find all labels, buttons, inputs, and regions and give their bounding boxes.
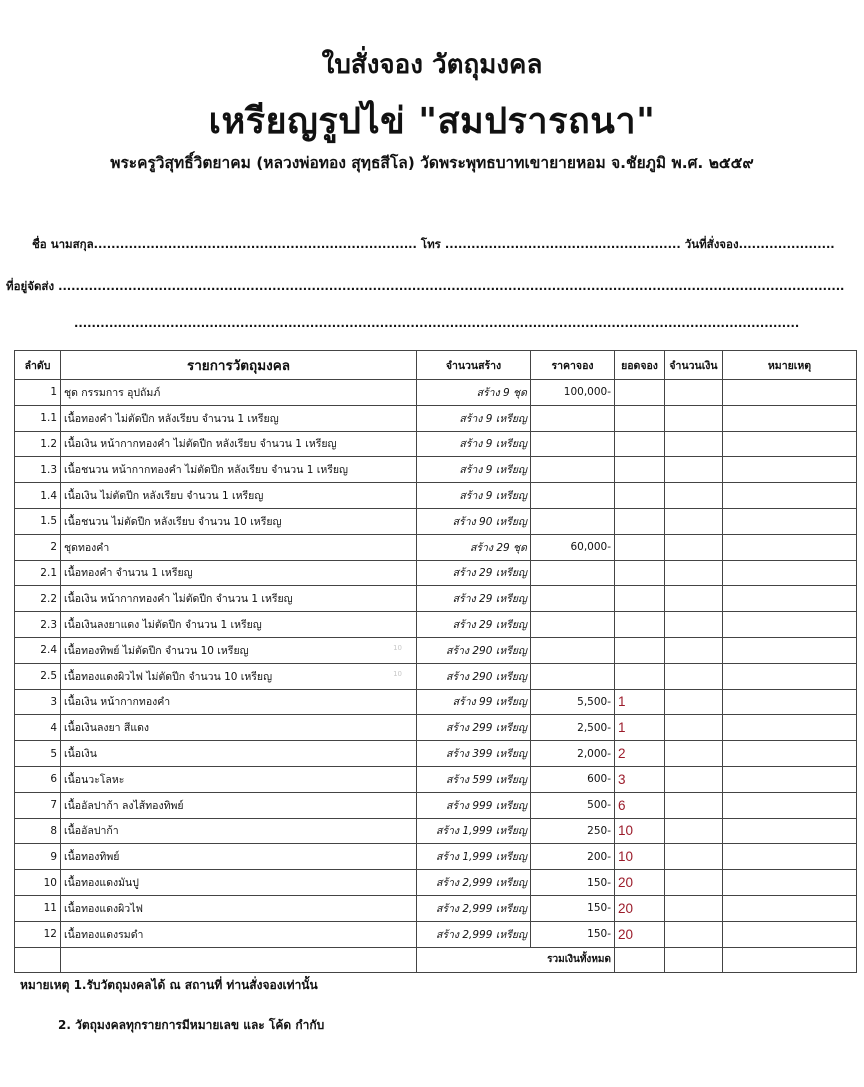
row-quantity-text: สร้าง 29 ชุด xyxy=(469,541,527,554)
row-number-text: 1.1 xyxy=(40,412,57,425)
row-item-text: เนื้อเงิน หน้ากากทองคำ xyxy=(64,696,171,709)
row-number-text: 5 xyxy=(50,747,57,760)
row-order-count[interactable] xyxy=(615,689,665,715)
row-item xyxy=(61,380,417,406)
row-number xyxy=(15,405,61,431)
row-quantity-text: สร้าง 29 เหรียญ xyxy=(452,619,527,632)
row-item-mark: 10 xyxy=(393,669,402,678)
row-price xyxy=(531,457,615,483)
row-amount[interactable] xyxy=(665,405,723,431)
row-item-text: เนื้อเงิน หน้ากากทองคำ ไม่ตัดปีก จำนวน 1 เหรียญ xyxy=(64,593,293,606)
col-header-price: ราคาจอง xyxy=(531,351,615,380)
row-number-text: 2.4 xyxy=(40,644,57,657)
total-amount-cell[interactable] xyxy=(665,947,723,973)
row-item-text: เนื้อนวะโลหะ xyxy=(64,773,125,786)
table-row xyxy=(15,483,857,509)
row-item xyxy=(61,457,417,483)
total-row xyxy=(15,947,857,973)
table-header-row xyxy=(15,351,857,380)
row-item-text: เนื้อทองแดงผิวไฟ xyxy=(64,902,143,915)
row-quantity xyxy=(417,844,531,870)
row-quantity-text: สร้าง 90 เหรียญ xyxy=(452,515,527,528)
row-quantity-text: สร้าง 290 เหรียญ xyxy=(445,670,527,683)
row-item xyxy=(61,405,417,431)
row-order-count[interactable] xyxy=(615,792,665,818)
row-item-text: เนื้อเงินลงยา สีแดง xyxy=(64,722,150,735)
row-price-text: 200- xyxy=(587,850,611,863)
row-price xyxy=(531,637,615,663)
row-order-count-text: 3 xyxy=(618,771,626,787)
row-note[interactable] xyxy=(723,818,857,844)
row-amount[interactable] xyxy=(665,689,723,715)
row-number-text: 9 xyxy=(50,850,57,863)
row-number xyxy=(15,560,61,586)
row-price xyxy=(531,792,615,818)
row-number xyxy=(15,818,61,844)
table-row xyxy=(15,766,857,792)
row-price xyxy=(531,405,615,431)
total-blank-item xyxy=(61,947,417,973)
row-quantity-text: สร้าง 9 เหรียญ xyxy=(459,412,527,425)
table-row xyxy=(15,612,857,638)
row-order-count[interactable] xyxy=(615,508,665,534)
row-note[interactable] xyxy=(723,921,857,947)
row-price xyxy=(531,586,615,612)
row-amount[interactable] xyxy=(665,895,723,921)
row-amount[interactable] xyxy=(665,483,723,509)
row-item-text: เนื้อทองแดงผิวไฟ ไม่ตัดปีก จำนวน 10 เหรียญ xyxy=(64,670,273,683)
row-amount[interactable] xyxy=(665,380,723,406)
row-number xyxy=(15,534,61,560)
row-amount[interactable] xyxy=(665,457,723,483)
row-number-text: 1.4 xyxy=(40,489,57,502)
row-amount[interactable] xyxy=(665,844,723,870)
row-note[interactable] xyxy=(723,457,857,483)
table-row xyxy=(15,405,857,431)
row-quantity-text: สร้าง 9 เหรียญ xyxy=(459,464,527,477)
row-price xyxy=(531,870,615,896)
row-quantity xyxy=(417,921,531,947)
row-order-count[interactable] xyxy=(615,612,665,638)
row-quantity-text: สร้าง 99 เหรียญ xyxy=(452,696,527,709)
row-price xyxy=(531,508,615,534)
row-item xyxy=(61,431,417,457)
row-order-count[interactable] xyxy=(615,483,665,509)
total-label: รวมเงินทั้งหมด xyxy=(417,947,615,973)
row-order-count[interactable] xyxy=(615,895,665,921)
row-quantity-text: สร้าง 29 เหรียญ xyxy=(452,593,527,606)
row-quantity-text: สร้าง 399 เหรียญ xyxy=(445,748,527,761)
row-order-count[interactable] xyxy=(615,560,665,586)
row-item xyxy=(61,766,417,792)
row-order-count-text: 6 xyxy=(618,797,626,813)
col-header-amount: จำนวนเงิน xyxy=(665,351,723,380)
row-item xyxy=(61,560,417,586)
row-number xyxy=(15,457,61,483)
row-order-count[interactable] xyxy=(615,380,665,406)
row-note[interactable] xyxy=(723,766,857,792)
row-number xyxy=(15,586,61,612)
row-order-count[interactable] xyxy=(615,766,665,792)
table-row xyxy=(15,895,857,921)
row-number xyxy=(15,380,61,406)
row-number-text: 2 xyxy=(50,541,57,554)
row-note[interactable] xyxy=(723,380,857,406)
row-amount[interactable] xyxy=(665,921,723,947)
row-number xyxy=(15,612,61,638)
row-quantity xyxy=(417,457,531,483)
row-order-count[interactable] xyxy=(615,715,665,741)
row-quantity xyxy=(417,431,531,457)
row-quantity xyxy=(417,637,531,663)
table-row xyxy=(15,844,857,870)
row-item xyxy=(61,663,417,689)
row-item-text: เนื้อทองทิพย์ ไม่ตัดปีก จำนวน 10 เหรียญ xyxy=(64,644,249,657)
row-order-count[interactable] xyxy=(615,457,665,483)
row-price xyxy=(531,483,615,509)
row-item xyxy=(61,921,417,947)
row-item-text: ชุดทองคำ xyxy=(64,541,110,554)
row-order-count-text: 10 xyxy=(618,823,634,839)
total-order-cell[interactable] xyxy=(615,947,665,973)
row-quantity xyxy=(417,689,531,715)
row-item xyxy=(61,483,417,509)
row-order-count[interactable] xyxy=(615,741,665,767)
row-quantity-text: สร้าง 2,999 เหรียญ xyxy=(435,877,527,890)
row-item-text: เนื้อเงินลงยาแดง ไม่ตัดปีก จำนวน 1 เหรียญ xyxy=(64,619,262,632)
address-line[interactable]: ที่อยู่จัดส่ง .................................................................................................................................................................................... xyxy=(6,279,845,293)
row-quantity-text: สร้าง 1,999 เหรียญ xyxy=(435,851,527,864)
row-amount[interactable] xyxy=(665,586,723,612)
row-amount[interactable] xyxy=(665,715,723,741)
row-price-text: 500- xyxy=(587,799,611,812)
row-price-text: 150- xyxy=(587,902,611,915)
row-note[interactable] xyxy=(723,508,857,534)
row-price-text: 5,500- xyxy=(577,695,611,708)
row-order-count[interactable] xyxy=(615,534,665,560)
row-quantity xyxy=(417,405,531,431)
row-amount[interactable] xyxy=(665,508,723,534)
row-price xyxy=(531,766,615,792)
row-quantity xyxy=(417,741,531,767)
row-note[interactable] xyxy=(723,663,857,689)
row-item xyxy=(61,870,417,896)
row-quantity-text: สร้าง 9 เหรียญ xyxy=(459,490,527,503)
header-subtitle: พระครูวิสุทธิ์วิตยาคม (หลวงพ่อทอง สุทฺธสีโล) วัดพระพุทธบาทเขายายหอม จ.ชัยภูมิ พ.ศ. ๒๕๕๙ xyxy=(110,154,754,172)
row-number xyxy=(15,895,61,921)
row-amount[interactable] xyxy=(665,612,723,638)
row-item xyxy=(61,844,417,870)
row-item-text: เนื้อเงิน xyxy=(64,748,97,761)
row-note[interactable] xyxy=(723,586,857,612)
row-price-text: 2,000- xyxy=(577,747,611,760)
row-item-text: เนื้อทองคำ จำนวน 1 เหรียญ xyxy=(64,567,193,580)
row-number-text: 7 xyxy=(50,799,57,812)
total-note-cell[interactable] xyxy=(723,947,857,973)
row-price xyxy=(531,844,615,870)
row-order-count[interactable] xyxy=(615,921,665,947)
total-blank-no xyxy=(15,947,61,973)
row-number-text: 10 xyxy=(43,876,57,889)
row-number xyxy=(15,844,61,870)
row-order-count[interactable] xyxy=(615,818,665,844)
row-quantity xyxy=(417,483,531,509)
row-note[interactable] xyxy=(723,483,857,509)
row-order-count-text: 20 xyxy=(618,926,634,942)
row-number xyxy=(15,766,61,792)
table-row xyxy=(15,715,857,741)
row-item-text: เนื้อเงิน หน้ากากทองคำ ไม่ตัดปีก หลังเรียบ จำนวน 1 เหรียญ xyxy=(64,438,337,451)
row-number-text: 2.1 xyxy=(40,566,57,579)
row-item xyxy=(61,818,417,844)
row-note[interactable] xyxy=(723,612,857,638)
col-header-qty: จำนวนสร้าง xyxy=(417,351,531,380)
table-row xyxy=(15,457,857,483)
row-price xyxy=(531,431,615,457)
row-order-count[interactable] xyxy=(615,870,665,896)
row-price xyxy=(531,560,615,586)
row-amount[interactable] xyxy=(665,560,723,586)
row-price-text: 600- xyxy=(587,773,611,786)
row-quantity xyxy=(417,508,531,534)
row-amount[interactable] xyxy=(665,818,723,844)
row-number xyxy=(15,921,61,947)
row-item xyxy=(61,612,417,638)
row-price-text: 2,500- xyxy=(577,721,611,734)
table-row xyxy=(15,921,857,947)
row-note[interactable] xyxy=(723,844,857,870)
row-number xyxy=(15,715,61,741)
row-number-text: 1.2 xyxy=(40,437,57,450)
row-item-text: เนื้อทองแดงรมดำ xyxy=(64,928,144,941)
row-item-text: เนื้ออัลปาก้า xyxy=(64,825,119,838)
row-item xyxy=(61,689,417,715)
row-price xyxy=(531,663,615,689)
row-number-text: 12 xyxy=(43,928,57,941)
row-quantity xyxy=(417,380,531,406)
row-quantity-text: สร้าง 9 ชุด xyxy=(476,386,527,399)
row-item xyxy=(61,637,417,663)
row-number-text: 8 xyxy=(50,824,57,837)
row-number-text: 2.2 xyxy=(40,592,57,605)
row-number-text: 2.3 xyxy=(40,618,57,631)
row-price-text: 150- xyxy=(587,876,611,889)
row-price-text: 250- xyxy=(587,824,611,837)
table-row xyxy=(15,380,857,406)
table-row xyxy=(15,637,857,663)
row-order-count[interactable] xyxy=(615,844,665,870)
row-quantity xyxy=(417,534,531,560)
row-number-text: 1.3 xyxy=(40,463,57,476)
row-order-count-text: 20 xyxy=(618,875,634,891)
row-quantity-text: สร้าง 29 เหรียญ xyxy=(452,567,527,580)
row-quantity xyxy=(417,560,531,586)
table-row xyxy=(15,431,857,457)
row-order-count-text: 1 xyxy=(618,720,626,736)
row-note[interactable] xyxy=(723,792,857,818)
row-number xyxy=(15,792,61,818)
row-quantity-text: สร้าง 1,999 เหรียญ xyxy=(435,825,527,838)
row-note[interactable] xyxy=(723,689,857,715)
table-row xyxy=(15,792,857,818)
row-item xyxy=(61,741,417,767)
row-quantity xyxy=(417,792,531,818)
row-item-text: เนื้อทองคำ ไม่ตัดปีก หลังเรียบ จำนวน 1 เหรียญ xyxy=(64,412,279,425)
row-price xyxy=(531,741,615,767)
row-number xyxy=(15,637,61,663)
row-quantity-text: สร้าง 9 เหรียญ xyxy=(459,438,527,451)
row-order-count-text: 20 xyxy=(618,900,634,916)
row-quantity-text: สร้าง 2,999 เหรียญ xyxy=(435,928,527,941)
row-quantity xyxy=(417,586,531,612)
row-quantity xyxy=(417,870,531,896)
row-item-text: เนื้อชนวน ไม่ตัดปีก หลังเรียบ จำนวน 10 เหรียญ xyxy=(64,515,282,528)
row-item xyxy=(61,895,417,921)
row-item-text: เนื้อชนวน หน้ากากทองคำ ไม่ตัดปีก หลังเรียบ จำนวน 1 เหรียญ xyxy=(64,464,348,477)
row-item-text: เนื้อทองทิพย์ xyxy=(64,851,120,864)
medal-title: เหรียญรูปไข่ "สมปรารถนา" xyxy=(208,101,656,142)
row-price-text: 100,000- xyxy=(563,386,611,399)
table-row xyxy=(15,534,857,560)
row-order-count[interactable] xyxy=(615,405,665,431)
order-table xyxy=(14,350,857,973)
row-note[interactable] xyxy=(723,741,857,767)
row-number xyxy=(15,483,61,509)
row-item xyxy=(61,715,417,741)
row-number-text: 3 xyxy=(50,695,57,708)
row-order-count[interactable] xyxy=(615,586,665,612)
row-note[interactable] xyxy=(723,534,857,560)
row-quantity-text: สร้าง 599 เหรียญ xyxy=(445,773,527,786)
table-row xyxy=(15,560,857,586)
row-amount[interactable] xyxy=(665,637,723,663)
row-quantity-text: สร้าง 2,999 เหรียญ xyxy=(435,902,527,915)
row-item xyxy=(61,508,417,534)
row-number-text: 2.5 xyxy=(40,670,57,683)
row-number xyxy=(15,663,61,689)
address-line-2[interactable]: ...................................................................................................................................................................... xyxy=(74,316,800,330)
row-item xyxy=(61,586,417,612)
row-item-text: ชุด กรรมการ อุปถัมภ์ xyxy=(64,386,161,399)
table-row xyxy=(15,689,857,715)
row-amount[interactable] xyxy=(665,741,723,767)
row-item-text: เนื้อทองแดงมันปู xyxy=(64,877,139,890)
row-price xyxy=(531,895,615,921)
row-note[interactable] xyxy=(723,870,857,896)
table-row xyxy=(15,741,857,767)
row-number-text: 6 xyxy=(50,773,57,786)
row-order-count[interactable] xyxy=(615,431,665,457)
row-quantity xyxy=(417,818,531,844)
table-row xyxy=(15,818,857,844)
row-price xyxy=(531,380,615,406)
row-number-text: 1.5 xyxy=(40,515,57,528)
row-price xyxy=(531,689,615,715)
col-header-no: ลำดับ xyxy=(15,351,61,380)
row-amount[interactable] xyxy=(665,870,723,896)
table-row xyxy=(15,663,857,689)
col-header-item: รายการวัตถุมงคล xyxy=(61,351,417,380)
note-2: 2. วัตถุมงคลทุกรายการมีหมายเลข และ โค้ด กำกับ xyxy=(58,1018,325,1032)
row-quantity-text: สร้าง 290 เหรียญ xyxy=(445,644,527,657)
note-1: หมายเหตุ 1.รับวัตถุมงคลได้ ณ สถานที่ ท่านสั่งจองเท่านั้น xyxy=(20,978,318,992)
row-order-count[interactable] xyxy=(615,637,665,663)
row-note[interactable] xyxy=(723,637,857,663)
row-item-mark: 10 xyxy=(393,643,402,652)
row-note[interactable] xyxy=(723,560,857,586)
row-number-text: 1 xyxy=(50,386,57,399)
row-quantity-text: สร้าง 999 เหรียญ xyxy=(445,799,527,812)
table-row xyxy=(15,870,857,896)
row-item xyxy=(61,534,417,560)
row-quantity xyxy=(417,612,531,638)
row-order-count-text: 1 xyxy=(618,694,626,710)
row-number xyxy=(15,741,61,767)
col-header-order-qty: ยอดจอง xyxy=(615,351,665,380)
name-phone-date-line[interactable]: ชื่อ นามสกุล.......................................................................... โทร ...................................................... วันที่สั่งจอง...................... xyxy=(32,237,835,251)
row-quantity xyxy=(417,766,531,792)
row-price xyxy=(531,921,615,947)
row-order-count-text: 10 xyxy=(618,849,634,865)
row-note[interactable] xyxy=(723,405,857,431)
row-price xyxy=(531,715,615,741)
row-order-count-text: 2 xyxy=(618,746,626,762)
row-number-text: 4 xyxy=(50,721,57,734)
row-quantity xyxy=(417,663,531,689)
row-item xyxy=(61,792,417,818)
row-note[interactable] xyxy=(723,715,857,741)
row-price xyxy=(531,534,615,560)
row-note[interactable] xyxy=(723,431,857,457)
row-amount[interactable] xyxy=(665,534,723,560)
col-header-note: หมายเหตุ xyxy=(723,351,857,380)
row-number xyxy=(15,689,61,715)
row-quantity-text: สร้าง 299 เหรียญ xyxy=(445,722,527,735)
row-quantity xyxy=(417,715,531,741)
table-row xyxy=(15,586,857,612)
row-number-text: 11 xyxy=(43,902,57,915)
row-number xyxy=(15,508,61,534)
row-amount[interactable] xyxy=(665,792,723,818)
row-item-text: เนื้ออัลปาก้า ลงไส้ทองทิพย์ xyxy=(64,799,184,812)
row-price xyxy=(531,818,615,844)
row-price-text: 60,000- xyxy=(570,541,611,554)
header-title: ใบสั่งจอง วัตถุมงคล xyxy=(321,50,543,80)
row-note[interactable] xyxy=(723,895,857,921)
row-order-count[interactable] xyxy=(615,663,665,689)
row-price xyxy=(531,612,615,638)
row-amount[interactable] xyxy=(665,431,723,457)
row-number xyxy=(15,431,61,457)
row-item-text: เนื้อเงิน ไม่ตัดปีก หลังเรียบ จำนวน 1 เหรียญ xyxy=(64,490,264,503)
row-quantity xyxy=(417,895,531,921)
row-price-text: 150- xyxy=(587,928,611,941)
row-number xyxy=(15,870,61,896)
row-amount[interactable] xyxy=(665,766,723,792)
table-row xyxy=(15,508,857,534)
row-amount[interactable] xyxy=(665,663,723,689)
